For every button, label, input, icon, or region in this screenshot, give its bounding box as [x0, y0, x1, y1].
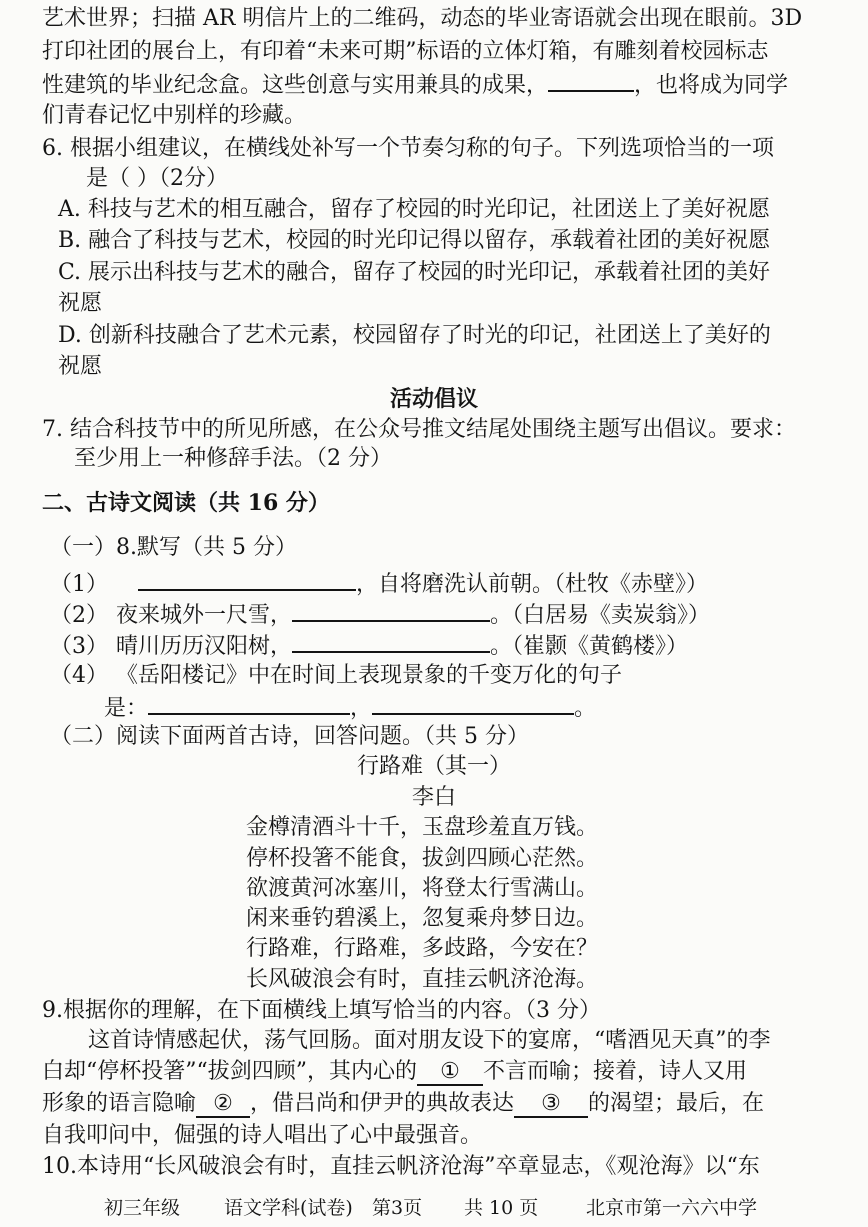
footer-grade: 初三年级 — [104, 1197, 181, 1219]
answer-blank[interactable] — [548, 68, 634, 92]
q9-blank-3[interactable]: ③ — [514, 1092, 588, 1118]
dictation-1-number: （1） — [50, 572, 108, 597]
q6-option-c-2: 祝愿 — [58, 291, 103, 316]
q9-blank-2[interactable]: ② — [196, 1092, 250, 1118]
q6-option-c-1: C. 展示出科技与艺术的融合，留存了校园的时光印记，承载着社团的美好 — [58, 260, 771, 285]
intro-line-3 — [42, 68, 788, 102]
footer-total-pages: 共 10 页 — [464, 1197, 539, 1219]
footer-subject: 语文学科(试卷) — [224, 1197, 353, 1219]
dictation-2-after: 。（白居易《卖炭翁》） — [490, 603, 711, 628]
dictation-1-after: ，自将磨洗认前朝。（杜牧《赤壁》） — [356, 572, 709, 597]
poem-line-4: 闲来垂钓碧溪上，忽复乘舟梦日边。 — [246, 906, 599, 931]
q9-paragraph-3 — [42, 1088, 764, 1120]
dictation-4-number: （4） — [50, 663, 108, 688]
footer-page-number: 第3页 — [372, 1197, 423, 1219]
q9-paragraph-1: 这首诗情感起伏，荡气回肠。面对朋友设下的宴席，“嗜酒见天真”的李 — [88, 1028, 771, 1053]
q9-stem: 9.根据你的理解，在下面横线上填写恰当的内容。（3 分） — [42, 998, 601, 1023]
q6-option-d-2: 祝愿 — [58, 354, 103, 379]
activity-title: 活动倡议 — [389, 386, 478, 412]
poem-line-3: 欲渡黄河冰塞川，将登太行雪满山。 — [246, 876, 599, 901]
poem-title: 行路难（其一） — [356, 754, 511, 779]
dictation-3-number: （3） — [50, 634, 108, 659]
q7-line-2: 至少用上一种修辞手法。（2 分） — [74, 446, 392, 471]
dictation-2-blank[interactable] — [292, 598, 490, 622]
section-2-heading: 二、古诗文阅读（共 16 分） — [42, 490, 330, 516]
q6-stem-2: 是（ ）（2分） — [86, 166, 228, 191]
q6-option-b: B. 融合了科技与艺术，校园的时光印记得以留存，承载着社团的美好祝愿 — [58, 228, 771, 253]
q9-paragraph-2 — [42, 1056, 747, 1088]
dictation-4 — [50, 660, 622, 692]
q10-stem: 10.本诗用“长风破浪会有时，直挂云帆济沧海”卒章显志，《观沧海》以“东 — [42, 1154, 760, 1179]
dictation-3-blank[interactable] — [292, 629, 490, 653]
q9-paragraph-3-a: 形象的语言隐喻 — [42, 1091, 197, 1116]
poem-line-6: 长风破浪会有时，直挂云帆济沧海。 — [246, 967, 599, 992]
dictation-3-before: 晴川历历汉阳树， — [116, 634, 293, 659]
dictation-4-blank-1[interactable] — [148, 691, 350, 715]
part-1-heading: （一）8.默写（共 5 分） — [50, 535, 297, 560]
q6-option-d-1: D. 创新科技融合了艺术元素，校园留存了时光的印记，社团送上了美好的 — [58, 323, 771, 348]
q6-option-a: A. 科技与艺术的相互融合，留存了校园的时光印记，社团送上了美好祝愿 — [58, 197, 770, 222]
poem-line-5: 行路难，行路难，多歧路，今安在？ — [246, 936, 599, 961]
poem-line-1: 金樽清酒斗十千，玉盘珍羞直万钱。 — [246, 815, 599, 840]
dictation-1-blank[interactable] — [138, 567, 356, 591]
dictation-2-before: 夜来城外一尺雪， — [116, 603, 293, 628]
q9-paragraph-3-c: 的渴望；最后，在 — [588, 1091, 765, 1116]
dictation-4-end: 。 — [574, 696, 597, 721]
dictation-1 — [50, 567, 708, 601]
dictation-3-after: 。（崔颢《黄鹤楼》） — [490, 634, 689, 659]
intro-line-3-end: ，也将成为同学 — [634, 73, 789, 98]
q7-line-1: 7. 结合科技节中的所见所感，在公众号推文结尾处围绕主题写出倡议。要求： — [42, 417, 796, 442]
footer-school: 北京市第一六六中学 — [586, 1197, 758, 1219]
q9-paragraph-2-b: 不言而喻；接着，诗人又用 — [483, 1059, 748, 1084]
dictation-2 — [50, 598, 710, 632]
q9-paragraph-2-a: 白却“停杯投箸”“拔剑四顾”，其内心的 — [42, 1059, 417, 1084]
intro-line-4: 们青春记忆中别样的珍藏。 — [42, 103, 307, 128]
dictation-4-blank-2[interactable] — [372, 691, 574, 715]
q9-paragraph-4: 自我叩问中，倔强的诗人唱出了心中最强音。 — [42, 1123, 483, 1148]
intro-line-3-text: 性建筑的毕业纪念盒。这些创意与实用兼具的成果， — [42, 73, 549, 98]
part-2-heading: （二）阅读下面两首古诗，回答问题。（共 5 分） — [50, 724, 529, 749]
poem-author: 李白 — [411, 785, 456, 810]
q9-paragraph-3-b: ，借吕尚和伊尹的典故表达 — [250, 1091, 515, 1116]
dictation-4-answer — [104, 691, 596, 725]
intro-line-2: 打印社团的展台上，有印着“未来可期”标语的立体灯箱，有雕刻着校园标志 — [42, 39, 769, 64]
poem-line-2: 停杯投箸不能食，拔剑四顾心茫然。 — [246, 846, 599, 871]
q9-blank-1[interactable]: ① — [417, 1060, 483, 1086]
dictation-2-number: （2） — [50, 603, 108, 628]
dictation-4-before: 《岳阳楼记》中在时间上表现景象的千变万化的句子 — [116, 663, 623, 688]
dictation-4-prefix: 是： — [104, 696, 149, 721]
dictation-4-comma: ， — [350, 696, 373, 721]
dictation-3 — [50, 629, 688, 663]
intro-line-1: 艺术世界；扫描 AR 明信片上的二维码，动态的毕业寄语就会出现在眼前。3D — [42, 6, 803, 31]
q6-stem-1: 6. 根据小组建议，在横线处补写一个节奏匀称的句子。下列选项恰当的一项 — [42, 136, 774, 161]
